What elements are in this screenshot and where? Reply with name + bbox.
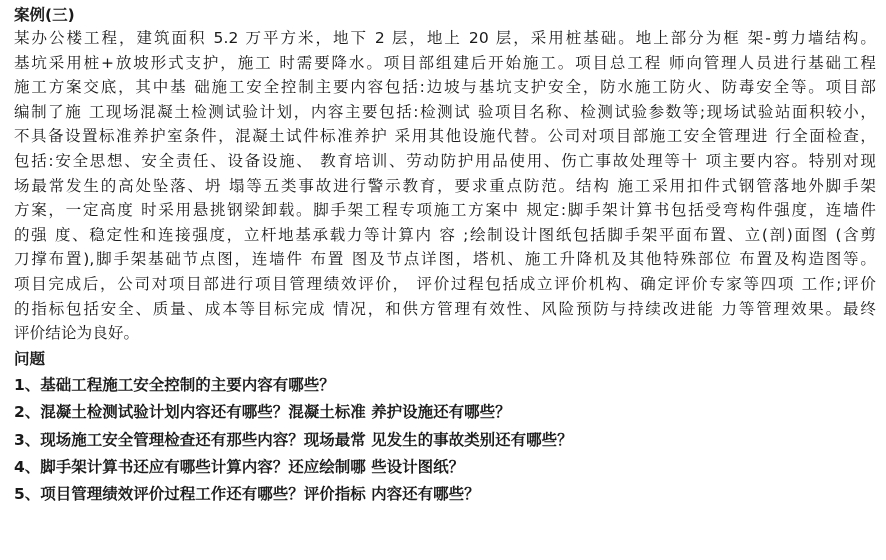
question-item: 3、现场施工安全管理检查还有那些内容？现场最常 见发生的事故类别还有哪些？: [14, 430, 573, 449]
paragraph-line: 基坑采用桩+放坡形式支护，施工 时需要降水。项目部组建后开始施工。项目总工程 师向管理人员进行基础工程: [14, 53, 876, 72]
paragraph-line: 编制了施 工现场混凝土检测试验计划，内容主要包括:检测试 验项目名称、检测试验参数等;现场试验站面积较小，: [14, 102, 876, 121]
question-item: 5、项目管理绩效评价过程工作还有哪些？评价指标 内容还有哪些？: [14, 485, 480, 504]
paragraph-line: 项目完成后，公司对项目部进行项目管理绩效评价， 评价过程包括成立评价机构、确定评价专家等四项 工作;评价: [14, 274, 876, 293]
paragraph-line: 的指标包括安全、质量、成本等目标完成 情况，和供方管理有效性、风险预防与持续改进能 力等管理效果。最终: [14, 299, 876, 318]
paragraph-line: 刀撑布置),脚手架基础节点图，连墙件 布置 图及节点详图，塔机、施工升降机及其他特殊部位 布置及构造图等。: [14, 250, 876, 269]
paragraph-line: 包括:安全思想、安全责任、设备设施、 教育培训、劳动防护用品使用、伤亡事故处理等十 项主要内容。特别对现: [14, 151, 876, 170]
questions-list: [14, 372, 876, 509]
case-paragraph: [14, 26, 876, 346]
case-document: [14, 4, 876, 509]
case-title: 案例(三): [14, 6, 75, 24]
question-item: 4、脚手架计算书还应有哪些计算内容？还应绘制哪 些设计图纸？: [14, 457, 465, 476]
paragraph-line: 施工方案交底，其中基 础施工安全控制主要内容包括:边坡与基坑支护安全，防水施工防火、防毒安全等。项目部: [14, 78, 876, 97]
paragraph-line: 方案，一定高度 时采用悬挑钢梁卸载。脚手架工程专项施工方案中 规定:脚手架计算书包括受弯构件强度，连墙件: [14, 201, 876, 220]
paragraph-line: 的强 度、稳定性和连接强度，立杆地基承载力等计算内 容 ;绘制设计图纸包括脚手架平面布置、立(剖)面图 (含剪: [14, 225, 876, 244]
question-item: 1、基础工程施工安全控制的主要内容有哪些？: [14, 375, 335, 394]
paragraph-line: 某办公楼工程，建筑面积 5.2 万平方米，地下 2 层，地上 20 层，采用桩基础。地上部分为框 架-剪力墙结构。: [14, 29, 876, 47]
paragraph-line: 评价结论为良好。: [14, 324, 140, 343]
question-item: 2、混凝土检测试验计划内容还有哪些？混凝土标准 养护设施还有哪些？: [14, 403, 511, 422]
paragraph-line: 不具备设置标准养护室条件，混凝土试件标准养护 采用其他设施代替。公司对项目部施工安全管理进 行全面检查，: [14, 127, 876, 146]
paragraph-line: 场最常发生的高处坠落、坍 塌等五类事故进行警示教育，要求重点防范。结构 施工采用扣件式钢管落地外脚手架: [14, 176, 876, 195]
questions-label: 问题: [14, 349, 46, 368]
